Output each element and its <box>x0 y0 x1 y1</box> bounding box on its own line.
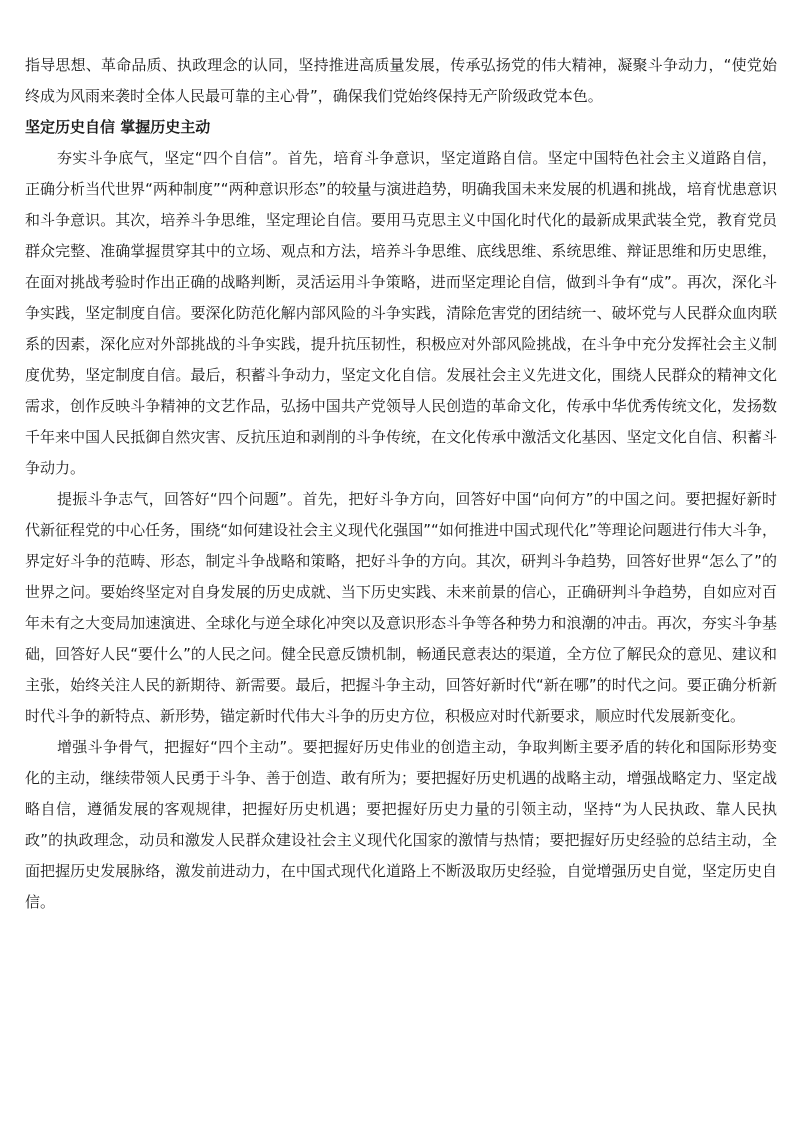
document-body <box>25 50 777 918</box>
paragraph-four-initiatives: 增强斗争骨气，把握好“四个主动”。要把握好历史伟业的创造主动，争取判断主要矛盾的转化和国际形势变化的主动，继续带领人民勇于斗争、善于创造、敢有所为；要把握好历史机遇的战略主动，增强战略定力、坚定战略自信，遵循发展的客观规律，把握好历史机遇；要把握好历史力量的引领主动，坚持“为人民执政、靠人民执政”的执政理念，动员和激发人民群众建设社会主义现代化国家的激情与热情；要把握好历史经验的总结主动，全面把握历史发展脉络，激发前进动力，在中国式现代化道路上不断汲取历史经验，自觉增强历史自觉，坚定历史自信。 <box>25 738 777 911</box>
paragraph-four-questions: 提振斗争志气，回答好“四个问题”。首先，把好斗争方向，回答好中国“向何方”的中国之问。要把握好新时代新征程党的中心任务，围绕“如何建设社会主义现代化强国”“如何推进中国式现代化”等理论问题进行伟大斗争，界定好斗争的范畴、形态，制定斗争战略和策略，把好斗争的方向。其次，研判斗争趋势，回答好世界“怎么了”的世界之问。要始终坚定对自身发展的历史成就、当下历史实践、未来前景的信心，正确研判斗争趋势，自如应对百年未有之大变局加速演进、全球化与逆全球化冲突以及意识形态斗争等各种势力和浪潮的冲击。再次，夯实斗争基础，回答好人民“要什么”的人民之问。健全民意反馈机制，畅通民意表达的渠道，全方位了解民众的意见、建议和主张，始终关注人民的新期待、新需要。最后，把握斗争主动，回答好新时代“新在哪”的时代之问。要正确分析新时代斗争的新特点、新形势，锚定新时代伟大斗争的历史方位，积极应对时代新要求，顺应时代发展新变化。 <box>25 490 777 725</box>
intro-paragraph-tail: 指导思想、革命品质、执政理念的认同，坚持推进高质量发展，传承弘扬党的伟大精神，凝聚斗争动力，“使党始终成为风雨来袭时全体人民最可靠的主心骨”，确保我们党始终保持无产阶级政党本色。 <box>25 56 777 105</box>
section-heading: 坚定历史自信 掌握历史主动 <box>25 118 211 136</box>
paragraph-four-confidences: 夯实斗争底气，坚定“四个自信”。首先，培育斗争意识，坚定道路自信。坚定中国特色社会主义道路自信，正确分析当代世界“两种制度”“两种意识形态”的较量与演进趋势，明确我国未来发展的机遇和挑战，培育忧患意识和斗争意识。其次，培养斗争思维，坚定理论自信。要用马克思主义中国化时代化的最新成果武装全党，教育党员群众完整、准确掌握贯穿其中的立场、观点和方法，培养斗争思维、底线思维、系统思维、辩证思维和历史思维，在面对挑战考验时作出正确的战略判断，灵活运用斗争策略，进而坚定理论自信，做到斗争有“成”。再次，深化斗争实践，坚定制度自信。要深化防范化解内部风险的斗争实践，清除危害党的团结统一、破坏党与人民群众血肉联系的因素，深化应对外部挑战的斗争实践，提升抗压韧性，积极应对外部风险挑战，在斗争中充分发挥社会主义制度优势，坚定制度自信。最后，积蓄斗争动力，坚定文化自信。发展社会主义先进文化，围绕人民群众的精神文化需求，创作反映斗争精神的文艺作品，弘扬中国共产党领导人民创造的革命文化，传承中华优秀传统文化，发扬数千年来中国人民抵御自然灾害、反抗压迫和剥削的斗争传统，在文化传承中激活文化基因、坚定文化自信、积蓄斗争动力。 <box>25 149 777 477</box>
